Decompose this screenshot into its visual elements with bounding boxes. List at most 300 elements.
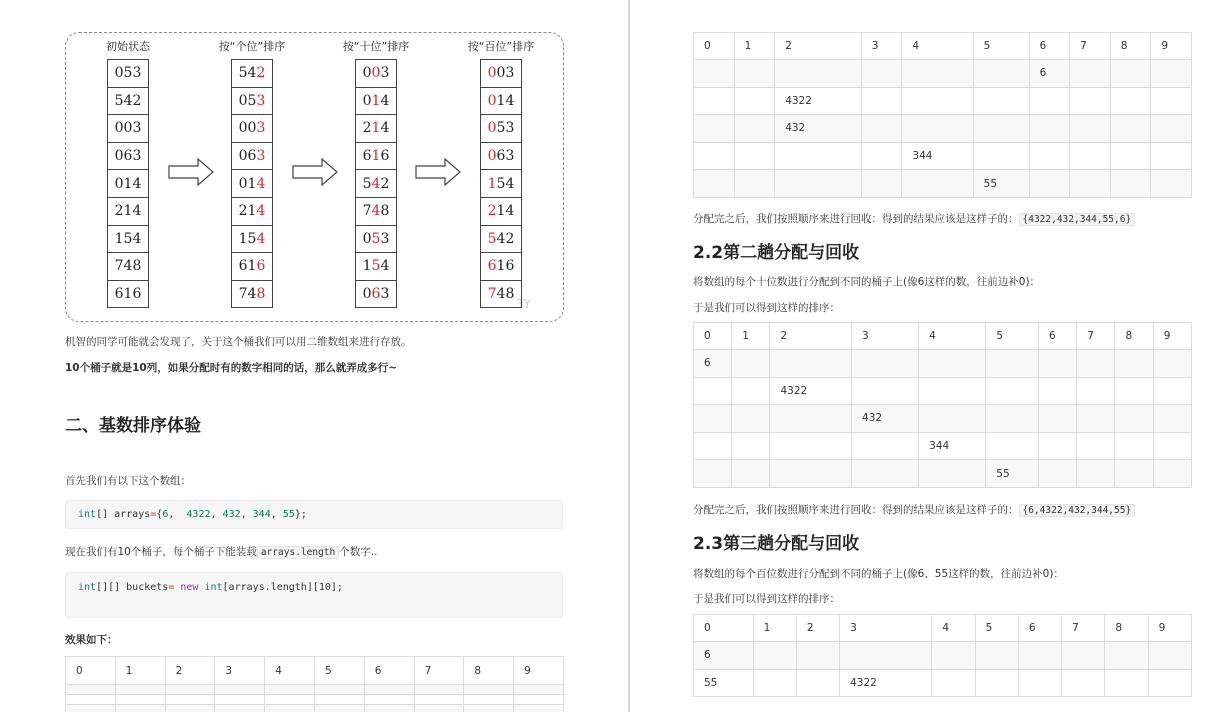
table-cell [1110,60,1151,88]
digits: 03 [496,65,515,82]
table-header-row [66,657,564,685]
table-cell [902,170,973,198]
table-header-cell: 3 [840,615,932,642]
table-cell [1038,377,1076,405]
highlighted-digit: 5 [487,230,497,247]
table-cell [986,350,1039,378]
table-header-cell: 4 [919,323,986,350]
section-heading-radix-experience: 二、基数排序体验 [65,416,201,436]
table-cell [734,170,775,198]
highlighted-digit: 3 [256,92,266,109]
digits: 54 [238,65,257,82]
table-cell [973,142,1029,170]
table-cell [932,669,975,697]
highlighted-digit: 5 [371,258,381,275]
table-header-cell: 6 [364,657,414,685]
table-cell [732,460,770,488]
digits: 3 [380,65,390,82]
table-row [694,642,1192,670]
table-cell [861,115,902,143]
table-header-cell: 0 [66,657,116,685]
table-cell [514,705,564,712]
digits: 61 [238,258,257,275]
table-cell [796,669,839,697]
number-cell [108,88,148,116]
table-cell [919,460,986,488]
digits: 0 [362,230,372,247]
table-header-cell: 8 [1105,615,1148,642]
table-header-row [694,323,1192,350]
digits: 0 [362,65,372,82]
number-cell [108,281,148,309]
table-cell [414,705,464,712]
table-cell [861,60,902,88]
highlighted-digit: 4 [256,203,266,220]
table-row [694,87,1192,115]
right-arrow-icon [292,158,338,186]
paragraph-pass3-sort: 于是我们可以得到这样的排序： [693,593,840,605]
table-header-row [694,33,1192,60]
bucket-table-pass2 [693,322,1192,488]
table-cell [1070,115,1111,143]
table-row [694,432,1192,460]
table-cell [694,142,735,170]
table-header-cell: 8 [1110,33,1151,60]
table-cell [1148,669,1191,697]
digits: 748 [114,258,142,275]
highlighted-digit: 0 [371,65,381,82]
table-cell [1018,642,1061,670]
table-cell [1110,170,1151,198]
highlighted-digit: 8 [256,286,266,303]
digits: 53 [496,120,515,137]
table-cell [1070,170,1111,198]
right-arrow-icon [415,158,461,186]
inline-code-arrays-length: arrays.length [257,546,339,559]
table-cell [1077,350,1115,378]
number-cell [232,170,272,198]
number-cell [356,281,396,309]
digits: 21 [238,203,257,220]
number-cell [108,115,148,143]
table-row [694,460,1192,488]
table-cell [986,405,1039,433]
table-cell [775,142,862,170]
column-title: 初始状态 [106,40,150,53]
table-cell [1077,377,1115,405]
digits: 4 [380,258,390,275]
table-header-cell: 2 [775,33,862,60]
number-cell [481,226,521,254]
table-cell [314,705,364,712]
table-cell [165,685,215,695]
number-cell [481,88,521,116]
table-cell [66,695,116,705]
table-cell [1105,669,1148,697]
digits: 063 [114,148,142,165]
paragraph-result-pass1: 分配完之后，我们按照顺序来进行回收：得到的结果应该是这样子的： {4322,432,344,55,6} [693,211,1135,226]
table-cell [861,142,902,170]
paragraph-pass2-sort: 于是我们可以得到这样的排序： [693,302,840,314]
table-header-cell: 8 [464,657,514,685]
table-cell [975,642,1018,670]
table-cell [861,87,902,115]
number-cell [232,253,272,281]
table-cell [1070,60,1111,88]
table-cell [215,695,265,705]
table-header-cell: 7 [1062,615,1105,642]
number-cell [356,88,396,116]
table-cell [1077,432,1115,460]
table-cell [694,170,735,198]
table-cell [902,60,973,88]
table-header-cell: 1 [753,615,796,642]
table-cell [115,705,165,712]
table-header-cell: 7 [1070,33,1111,60]
paragraph-2d-array: 机智的同学可能就会发现了，关于这个桶我们可以用二维数组来进行存放。 [65,336,412,348]
digits: 6 [362,148,372,165]
table-header-cell: 1 [115,657,165,685]
table-cell [1029,170,1070,198]
table-cell: 6 [1029,60,1070,88]
highlighted-digit: 2 [487,203,497,220]
number-cell [481,198,521,226]
paragraph-array-intro: 首先我们有以下这个数组： [65,475,191,487]
table-cell [734,142,775,170]
number-cell [481,170,521,198]
number-cell [108,170,148,198]
digits: 014 [114,175,142,192]
inline-code-result-pass2: {6,4322,432,344,55} [1019,504,1136,517]
highlighted-digit: 6 [487,258,497,275]
digits: 7 [362,203,372,220]
table-cell: 4322 [775,87,862,115]
number-cell [481,281,521,309]
highlighted-digit: 5 [371,230,381,247]
number-cell [356,198,396,226]
paragraph-10-buckets: 10个桶子就是10列，如果分配时有的数字相同的话，那么就弄成多行~ [65,362,398,374]
highlighted-digit: 4 [256,230,266,247]
digits: 63 [496,148,515,165]
highlighted-digit: 4 [256,175,266,192]
bucket-table-pass3 [693,614,1192,697]
number-column [107,59,149,308]
number-cell [232,115,272,143]
table-cell [1151,60,1192,88]
paragraph-effect: 效果如下： [65,634,118,646]
table-row [694,405,1192,433]
table-cell [1153,460,1191,488]
table-cell [1077,405,1115,433]
table-header-cell: 6 [1029,33,1070,60]
table-cell [852,432,919,460]
heading-pass2: 2.2第二趟分配与回收 [693,243,860,263]
table-cell [734,115,775,143]
table-cell [1029,115,1070,143]
digits: 16 [496,258,515,275]
bucket-table-pass1 [693,32,1192,198]
table-cell [694,60,735,88]
table-row [66,685,564,695]
digits: 14 [496,92,515,109]
table-cell [215,705,265,712]
table-header-cell: 0 [694,615,754,642]
table-cell [732,432,770,460]
table-cell [1038,460,1076,488]
table-cell: 432 [775,115,862,143]
table-header-cell: 3 [852,323,919,350]
table-header-cell: 4 [265,657,315,685]
table-cell [1151,115,1192,143]
table-header-cell: 1 [734,33,775,60]
table-header-cell: 2 [165,657,215,685]
table-cell [973,87,1029,115]
table-cell [1115,460,1153,488]
highlighted-digit: 0 [487,120,497,137]
table-header-cell: 3 [215,657,265,685]
digits: 4 [380,92,390,109]
table-cell [215,685,265,695]
paragraph-pass2-desc: 将数组的每个十位数进行分配到不同的桶子上(像6这样的数，往前边补0)： [693,276,1041,288]
digits: 0 [362,286,372,303]
table-cell [770,350,852,378]
table-cell [852,350,919,378]
table-cell [770,405,852,433]
table-header-cell: 5 [986,323,1039,350]
number-column [231,59,273,308]
table-cell [1018,669,1061,697]
number-cell [232,60,272,88]
paragraph-result-pass2: 分配完之后，我们按照顺序来进行回收：得到的结果应该是这样子的： {6,4322,432,344,55} [693,502,1135,517]
table-cell [770,432,852,460]
table-header-cell: 9 [1148,615,1191,642]
table-cell [265,695,315,705]
table-cell [115,695,165,705]
digits: 154 [114,230,142,247]
table-cell [464,705,514,712]
table-header-cell: 2 [770,323,852,350]
table-cell [364,705,414,712]
table-cell [1110,87,1151,115]
table-cell [1153,377,1191,405]
number-cell [108,226,148,254]
right-page [630,0,1207,712]
highlighted-digit: 1 [487,175,497,192]
table-cell [115,685,165,695]
table-cell [919,350,986,378]
digits: 3 [380,230,390,247]
table-cell: 432 [852,405,919,433]
table-cell [1062,669,1105,697]
number-cell [356,253,396,281]
table-header-cell: 9 [514,657,564,685]
table-header-cell: 7 [414,657,464,685]
digits: 616 [114,286,142,303]
digits: 3 [380,286,390,303]
table-row [694,669,1192,697]
digits: 48 [496,286,515,303]
table-cell: 344 [919,432,986,460]
table-cell [1153,432,1191,460]
digits: 5 [362,175,372,192]
table-cell [1077,460,1115,488]
column-title: 按“百位”排序 [467,40,535,53]
number-cell [356,143,396,171]
table-cell [1029,142,1070,170]
table-cell [1038,432,1076,460]
table-cell: 4322 [840,669,932,697]
table-cell [1151,170,1192,198]
table-cell [1110,142,1151,170]
table-cell [1153,405,1191,433]
table-cell [919,405,986,433]
highlighted-digit: 4 [371,203,381,220]
table-cell [973,60,1029,88]
table-cell: 55 [986,460,1039,488]
highlighted-digit: 3 [256,120,266,137]
number-cell [481,115,521,143]
table-row [694,60,1192,88]
number-cell [481,143,521,171]
table-cell [753,669,796,697]
table-cell [1070,87,1111,115]
table-cell [694,115,735,143]
table-cell [852,377,919,405]
table-cell [265,685,315,695]
code-block-buckets: int [][] buckets = new int [arrays.length][10]; [65,572,563,618]
table-header-cell: 6 [1018,615,1061,642]
table-cell [364,685,414,695]
digits: 42 [496,230,515,247]
table-cell [165,695,215,705]
number-cell [356,170,396,198]
table-cell [414,685,464,695]
table-cell [1115,432,1153,460]
bucket-table-empty [65,656,564,712]
table-cell [1115,405,1153,433]
table-cell [694,432,732,460]
table-cell [694,87,735,115]
digits: 0 [362,92,372,109]
table-cell: 6 [694,350,732,378]
highlighted-digit: 1 [371,148,381,165]
highlighted-digit: 1 [371,120,381,137]
table-cell [1105,642,1148,670]
paragraph-buckets-intro: 现在我们有10个桶子，每个桶子下能装载 arrays.length 个数字.. [65,546,378,558]
highlighted-digit: 3 [256,148,266,165]
table-cell [1029,87,1070,115]
table-cell: 6 [694,642,754,670]
table-header-cell: 9 [1151,33,1192,60]
number-cell [481,60,521,88]
digits: 01 [238,175,257,192]
table-header-cell: 4 [932,615,975,642]
digits: 54 [496,175,515,192]
table-header-cell: 1 [732,323,770,350]
digits: 4 [380,120,390,137]
highlighted-digit: 7 [487,286,497,303]
number-cell [481,253,521,281]
table-cell: 4322 [770,377,852,405]
table-header-cell: 0 [694,323,732,350]
table-header-row [694,615,1192,642]
table-cell [796,642,839,670]
highlighted-digit: 6 [256,258,266,275]
table-header-cell: 5 [314,657,364,685]
table-header-cell: 8 [1115,323,1153,350]
number-cell [356,226,396,254]
highlighted-digit: 2 [256,65,266,82]
number-cell [232,88,272,116]
digits: 06 [238,148,257,165]
table-cell [514,685,564,695]
table-cell [265,705,315,712]
digits: 14 [496,203,515,220]
table-cell [314,685,364,695]
table-row [66,705,564,712]
table-cell [314,695,364,705]
table-cell [734,60,775,88]
table-cell [753,642,796,670]
table-cell [1038,405,1076,433]
digits: 74 [238,286,257,303]
digits: 15 [238,230,257,247]
table-cell [165,705,215,712]
digits: 2 [362,120,372,137]
table-cell: 55 [973,170,1029,198]
digits: 542 [114,92,142,109]
table-cell [364,695,414,705]
table-row [694,350,1192,378]
table-header-cell: 4 [902,33,973,60]
table-cell [1151,142,1192,170]
table-cell [464,685,514,695]
heading-pass3: 2.3第三趟分配与回收 [693,534,860,554]
table-cell [1110,115,1151,143]
inline-code-result-pass1: {4322,432,344,55,6} [1019,213,1136,226]
table-header-cell: 6 [1038,323,1076,350]
paragraph-pass3-desc: 将数组的每个百位数进行分配到不同的桶子上(像6、55这样的数，往前边补0)： [693,568,1064,580]
table-cell [1151,87,1192,115]
table-row [694,142,1192,170]
digits: 214 [114,203,142,220]
table-header-cell: 5 [973,33,1029,60]
table-cell [732,350,770,378]
number-cell [356,60,396,88]
table-row [694,170,1192,198]
table-cell [1038,350,1076,378]
table-cell [66,705,116,712]
digits: 053 [114,65,142,82]
table-cell: 344 [902,142,973,170]
table-cell [919,377,986,405]
table-header-cell: 2 [796,615,839,642]
table-cell [1070,142,1111,170]
table-cell [1062,642,1105,670]
table-cell [852,460,919,488]
number-column [480,59,522,308]
table-cell [902,87,973,115]
table-cell [1115,377,1153,405]
number-cell [108,198,148,226]
table-header-cell: 9 [1153,323,1191,350]
table-cell [414,695,464,705]
table-cell [840,642,932,670]
highlighted-digit: 1 [371,92,381,109]
digits: 6 [380,148,390,165]
table-header-cell: 7 [1077,323,1115,350]
digits: 2 [380,175,390,192]
